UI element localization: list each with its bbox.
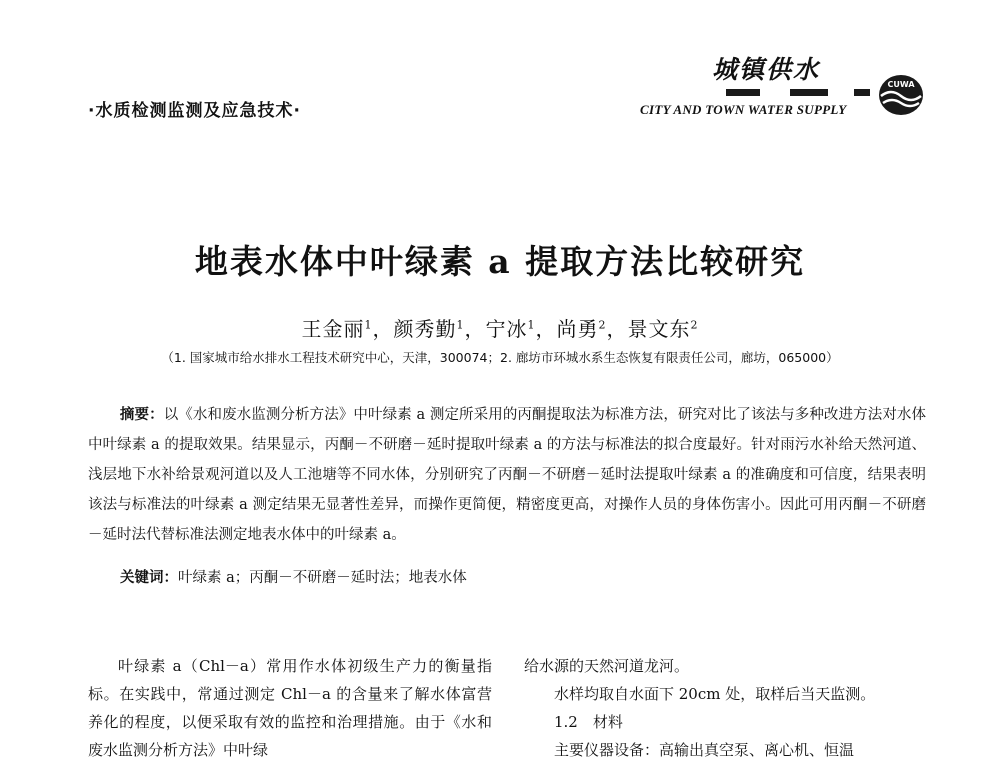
- author-name: 宁冰: [485, 317, 528, 341]
- article-title: 地表水体中叶绿素 a 提取方法比较研究: [194, 242, 806, 281]
- body-column-left: [88, 652, 492, 764]
- author-name: 景文东: [627, 317, 691, 341]
- journal-name-cn: 城镇供水: [712, 55, 821, 84]
- abstract-label: 摘要：: [119, 407, 164, 423]
- masthead-bar: [726, 89, 760, 96]
- body-line: 水样均取自水面下 20cm 处，取样后当天监测。: [554, 685, 876, 703]
- section-heading: 1.2 材料: [554, 713, 623, 731]
- author-separator: ，: [535, 317, 557, 341]
- abstract-text: 以《水和废水监测分析方法》中叶绿素 a 测定所采用的丙酮提取法为标准方法，研究对比了该法与多种改进方法对水体中叶绿素 a 的提取效果。结果显示，丙酮－不研磨－延时提取叶绿素 a 的方法与标准法的拟合度最好。针对雨污水补给天然河道、浅层地下水补给景观河道以及人工池塘等不同水体，分别研究了丙酮－不研磨－延时法提取叶绿素 a 的准确度和可信度，结果表明该法与标准法的叶绿素 a 测定结果无显著性差异，而操作更简便，精密度更高，对操作人员的身体伤害小。因此可用丙酮－不研磨－延时法代替标准法测定地表水体中的叶绿素 a。: [88, 407, 927, 543]
- body-column-right: [524, 652, 944, 764]
- body-paragraph: 叶绿素 a（Chl－a）常用作水体初级生产力的衡量指标。在实践中，常通过测定 Chl－a 的含量来了解水体富营养化的程度，以便采取有效的监控和治理措施。由于《水和废水监测分析方法》中叶绿: [88, 657, 492, 759]
- author-name: 王金丽: [301, 317, 365, 341]
- author-name: 颜秀勤: [393, 317, 457, 341]
- affiliations: （1. 国家城市给水排水工程技术研究中心，天津，300074；2. 廊坊市环城水系生态恢复有限责任公司，廊坊，065000）: [161, 350, 839, 365]
- author-list: [0, 313, 1000, 342]
- keywords-text: 叶绿素 a；丙酮－不研磨－延时法；地表水体: [178, 570, 467, 586]
- cuwa-logo-icon: [876, 72, 926, 118]
- keywords-label: 关键词：: [120, 570, 178, 586]
- author-affiliation-marker: 1: [364, 318, 373, 332]
- abstract: [88, 400, 926, 550]
- author-name: 尚勇: [556, 317, 599, 341]
- journal-name-en: CITY AND TOWN WATER SUPPLY: [640, 102, 847, 117]
- keywords: [120, 566, 467, 587]
- author-separator: ，: [464, 317, 486, 341]
- author-separator: ，: [606, 317, 628, 341]
- author-affiliation-marker: 2: [598, 318, 607, 332]
- logo-text: CUWA: [887, 80, 915, 89]
- author-separator: ，: [372, 317, 394, 341]
- journal-masthead: [640, 44, 940, 124]
- author-affiliation-marker: 1: [456, 318, 465, 332]
- section-label: ·水质检测监测及应急技术·: [88, 101, 301, 121]
- masthead-bar: [790, 89, 828, 96]
- author-affiliation-marker: 1: [527, 318, 536, 332]
- body-line: 给水源的天然河道龙河。: [524, 657, 690, 675]
- author-affiliation-marker: 2: [690, 318, 699, 332]
- body-line: 主要仪器设备：高输出真空泵、离心机、恒温: [554, 741, 855, 759]
- masthead-bar: [854, 89, 870, 96]
